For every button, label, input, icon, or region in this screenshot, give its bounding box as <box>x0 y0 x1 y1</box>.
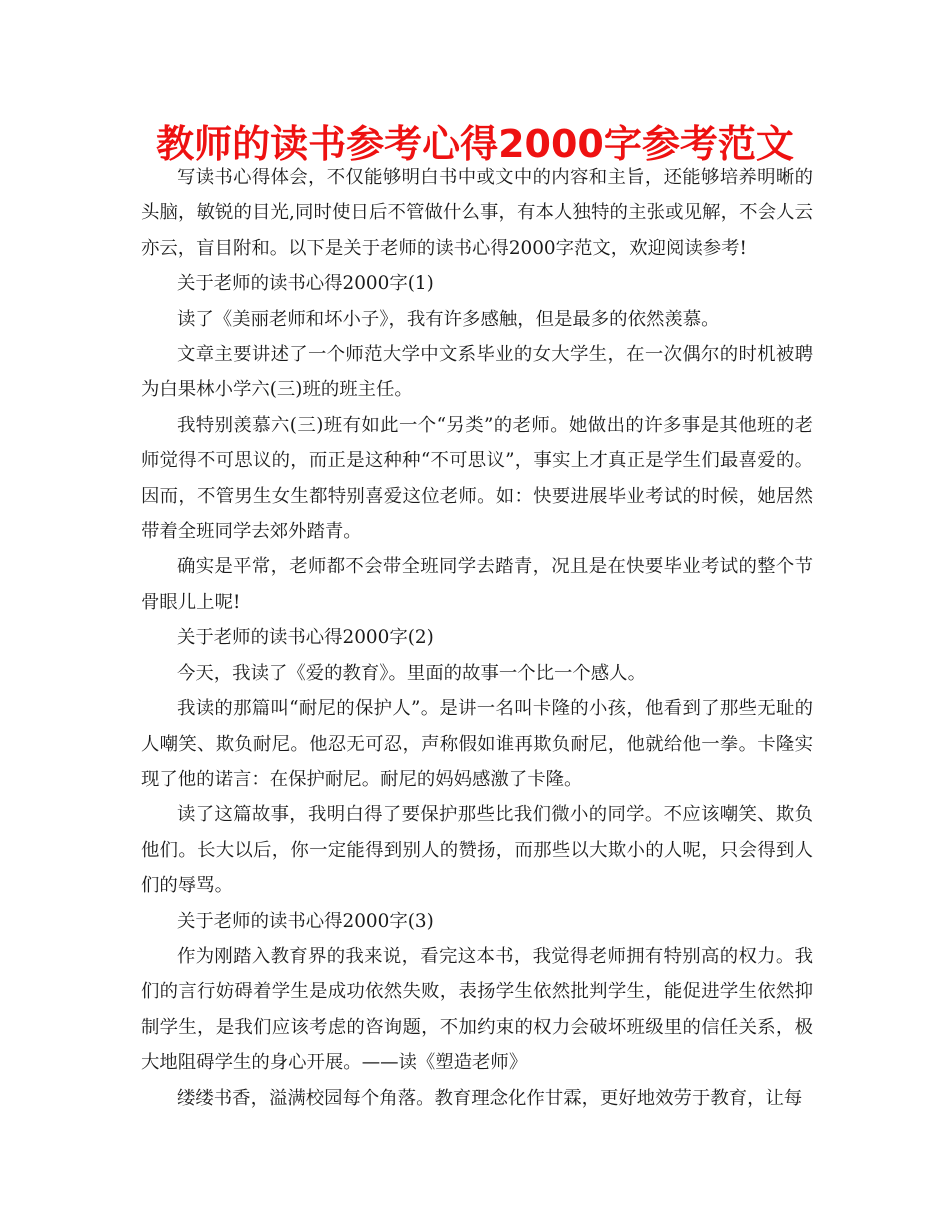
paragraph: 确实是平常，老师都不会带全班同学去踏青，况且是在快要毕业考试的整个节骨眼儿上呢! <box>141 556 813 613</box>
paragraph: 我特别羡慕六(三)班有如此一个“另类”的老师。她做出的许多事是其他班的老师觉得不可思议的，而正是这种种“不可思议”，事实上才真正是学生们最喜爱的。因而，不管男生女生都特别喜爱这位老师。如：快要进展毕业考试的时候，她居然带着全班同学去郊外踏青。 <box>141 414 813 543</box>
document-body <box>141 160 813 1116</box>
paragraph: 读了《美丽老师和坏小子》，我有许多感触，但是最多的依然羡慕。 <box>177 308 720 330</box>
paragraph: 缕缕书香，溢满校园每个角落。教育理念化作甘霖，更好地效劳于教育，让每 <box>177 1087 803 1109</box>
document-title: 教师的读书参考心得2000字参考范文 <box>156 122 794 166</box>
section-heading: 关于老师的读书心得2000字(1) <box>177 273 434 295</box>
paragraph: 今天，我读了《爱的教育》。里面的故事一个比一个感人。 <box>177 662 646 684</box>
paragraph: 作为刚踏入教育界的我来说，看完这本书，我觉得老师拥有特别高的权力。我们的言行妨碍着学生是成功依然失败，表扬学生依然批判学生，能促进学生依然抑制学生，是我们应该考虑的咨询题，不加约束的权力会破坏班级里的信任关系，极大地阻碍学生的身心开展。——读《塑造老师》 <box>141 945 813 1074</box>
section-heading: 关于老师的读书心得2000字(3) <box>177 910 434 932</box>
paragraph: 写读书心得体会，不仅能够明白书中或文中的内容和主旨，还能够培养明晰的头脑，敏锐的目光,同时使日后不管做什么事，有本人独特的主张或见解，不会人云亦云，盲目附和。以下是关于老师的读书心得2000字范文，欢迎阅读参考! <box>141 167 813 259</box>
paragraph: 我读的那篇叫“耐尼的保护人”。是讲一名叫卡隆的小孩，他看到了那些无耻的人嘲笑、欺负耐尼。他忍无可忍，声称假如谁再欺负耐尼，他就给他一拳。卡隆实现了他的诺言：在保护耐尼。耐尼的妈妈感激了卡隆。 <box>141 698 813 790</box>
section-heading: 关于老师的读书心得2000字(2) <box>177 627 434 649</box>
paragraph: 读了这篇故事，我明白得了要保护那些比我们微小的同学。不应该嘲笑、欺负他们。长大以后，你一定能得到别人的赞扬，而那些以大欺小的人呢，只会得到人们的辱骂。 <box>141 804 813 897</box>
paragraph: 文章主要讲述了一个师范大学中文系毕业的女大学生，在一次偶尔的时机被聘为白果林小学六(三)班的班主任。 <box>141 344 813 401</box>
